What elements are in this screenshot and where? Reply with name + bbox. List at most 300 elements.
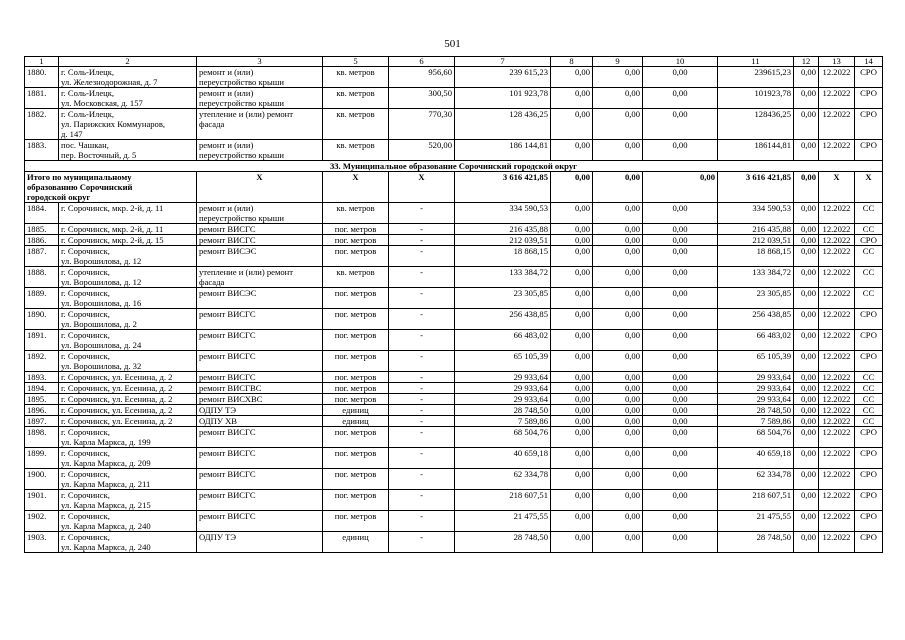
address-cell bbox=[59, 469, 197, 490]
value-cell: 0,00 bbox=[794, 224, 819, 235]
unit-cell: пог. метров bbox=[323, 235, 389, 246]
work-cell-line: ремонт ВИСГС bbox=[199, 330, 256, 340]
address-cell-line: г. Сорочинск, bbox=[61, 448, 110, 458]
value-cell: 0,00 bbox=[643, 469, 718, 490]
date-cell: 12.2022 bbox=[819, 203, 855, 224]
address-cell-line: г. Сорочинск, bbox=[61, 267, 110, 277]
value-cell: 0,00 bbox=[593, 203, 643, 224]
work-cell bbox=[197, 203, 323, 224]
unit-cell: кв. метров bbox=[323, 67, 389, 88]
total-cost-cell: 65 105,39 bbox=[455, 351, 551, 372]
table-row bbox=[25, 267, 883, 288]
work-cell-line: ремонт ВИСГС bbox=[199, 448, 256, 458]
value-cell: 0,00 bbox=[794, 67, 819, 88]
address-cell-line: ул. Ворошилова, д. 32 bbox=[61, 361, 142, 371]
address-cell-line: г. Соль-Илецк, bbox=[61, 67, 115, 77]
value-cell: 0,00 bbox=[551, 67, 593, 88]
qty-cell: - bbox=[389, 203, 455, 224]
address-cell bbox=[59, 383, 197, 394]
value-cell: 0,00 bbox=[794, 109, 819, 140]
source-cell: СРО bbox=[855, 490, 883, 511]
address-cell-line: ул. Ворошилова, д. 16 bbox=[61, 298, 142, 308]
date-cell: 12.2022 bbox=[819, 140, 855, 161]
value-cell: 0,00 bbox=[551, 235, 593, 246]
value-cell: 0,00 bbox=[643, 309, 718, 330]
address-cell bbox=[59, 267, 197, 288]
column-header: 3 bbox=[197, 57, 323, 67]
work-cell-line: ремонт и (или) bbox=[199, 67, 254, 77]
value-cell: 0,00 bbox=[551, 372, 593, 383]
address-cell-line: пос. Чашкан, bbox=[61, 140, 109, 150]
column-header: 7 bbox=[455, 57, 551, 67]
sum-cell: 7 589,86 bbox=[718, 416, 794, 427]
date-cell: 12.2022 bbox=[819, 427, 855, 448]
source-cell: СС bbox=[855, 416, 883, 427]
value-cell: 0,00 bbox=[643, 288, 718, 309]
value-cell: 0,00 bbox=[593, 172, 643, 203]
address-cell bbox=[59, 224, 197, 235]
sum-cell: 334 590,53 bbox=[718, 203, 794, 224]
address-cell-line: г. Соль-Илецк, bbox=[61, 88, 115, 98]
value-cell: 0,00 bbox=[794, 140, 819, 161]
source-cell: СС bbox=[855, 383, 883, 394]
work-cell-line: ремонт ВИСЭС bbox=[199, 246, 257, 256]
value-cell: 0,00 bbox=[794, 246, 819, 267]
column-header: 8 bbox=[551, 57, 593, 67]
table-row bbox=[25, 246, 883, 267]
work-cell-line: переустройство крыши bbox=[199, 77, 284, 87]
value-cell: 0,00 bbox=[593, 330, 643, 351]
date-cell: 12.2022 bbox=[819, 532, 855, 553]
address-cell-line: г. Сорочинск, мкр. 2-й, д. 15 bbox=[61, 235, 164, 245]
address-cell bbox=[59, 448, 197, 469]
total-cost-cell: 239 615,23 bbox=[455, 67, 551, 88]
source-cell: СС bbox=[855, 394, 883, 405]
value-cell: 0,00 bbox=[551, 140, 593, 161]
header-row bbox=[25, 57, 883, 67]
address-cell bbox=[59, 416, 197, 427]
date-cell: 12.2022 bbox=[819, 235, 855, 246]
total-cost-cell: 18 868,15 bbox=[455, 246, 551, 267]
address-cell-line: ул. Карла Маркса, д. 211 bbox=[61, 479, 151, 489]
date-cell: 12.2022 bbox=[819, 511, 855, 532]
value-cell: 0,00 bbox=[551, 330, 593, 351]
date-cell: 12.2022 bbox=[819, 490, 855, 511]
address-cell bbox=[59, 309, 197, 330]
sum-cell: 21 475,55 bbox=[718, 511, 794, 532]
address-cell-line: г. Соль-Илецк, bbox=[61, 109, 115, 119]
unit-cell: кв. метров bbox=[323, 109, 389, 140]
value-cell: 0,00 bbox=[551, 490, 593, 511]
table-row bbox=[25, 235, 883, 246]
date-cell: 12.2022 bbox=[819, 448, 855, 469]
value-cell: 0,00 bbox=[643, 88, 718, 109]
value-cell: 0,00 bbox=[593, 235, 643, 246]
work-cell-line: ремонт ВИСГС bbox=[199, 224, 256, 234]
work-cell bbox=[197, 235, 323, 246]
table-row bbox=[25, 532, 883, 553]
table-body bbox=[25, 67, 883, 553]
row-number: 1896. bbox=[25, 405, 59, 416]
table-row bbox=[25, 469, 883, 490]
work-cell bbox=[197, 416, 323, 427]
value-cell: 0,00 bbox=[551, 172, 593, 203]
work-cell bbox=[197, 532, 323, 553]
table-row bbox=[25, 140, 883, 161]
source-cell: СС bbox=[855, 203, 883, 224]
work-cell bbox=[197, 330, 323, 351]
value-cell: 0,00 bbox=[593, 309, 643, 330]
total-cost-cell: 29 933,64 bbox=[455, 372, 551, 383]
address-cell bbox=[59, 372, 197, 383]
address-cell-line: г. Сорочинск, ул. Есенина, д. 2 bbox=[61, 372, 173, 382]
value-cell: 0,00 bbox=[794, 511, 819, 532]
section-title: 33. Муниципальное образование Сорочинский городской округ bbox=[25, 161, 883, 172]
value-cell: 0,00 bbox=[794, 448, 819, 469]
work-cell-line: ремонт ВИСЭС bbox=[199, 288, 257, 298]
value-cell: 0,00 bbox=[794, 235, 819, 246]
value-cell: 0,00 bbox=[643, 372, 718, 383]
value-cell: 0,00 bbox=[593, 109, 643, 140]
value-cell: 0,00 bbox=[643, 224, 718, 235]
column-header: 5 bbox=[323, 57, 389, 67]
value-cell: 0,00 bbox=[593, 405, 643, 416]
work-cell-line: ремонт ВИСХВС bbox=[199, 394, 263, 404]
address-cell bbox=[59, 351, 197, 372]
address-cell-line: ул. Московская, д. 157 bbox=[61, 98, 143, 108]
value-cell: 0,00 bbox=[643, 532, 718, 553]
work-cell: X bbox=[197, 172, 323, 203]
total-label bbox=[25, 172, 197, 203]
work-cell bbox=[197, 109, 323, 140]
work-cell bbox=[197, 405, 323, 416]
sum-cell: 66 483,02 bbox=[718, 330, 794, 351]
unit-cell: пог. метров bbox=[323, 372, 389, 383]
work-cell-line: ремонт и (или) bbox=[199, 88, 254, 98]
work-cell-line: ОДПУ ТЭ bbox=[199, 405, 237, 415]
address-cell-line: г. Сорочинск, ул. Есенина, д. 2 bbox=[61, 405, 173, 415]
work-cell-line: ремонт ВИСГС bbox=[199, 351, 256, 361]
address-cell bbox=[59, 246, 197, 267]
total-cost-cell: 3 616 421,85 bbox=[455, 172, 551, 203]
work-cell-line: ремонт ВИСГС bbox=[199, 427, 256, 437]
qty-cell: - bbox=[389, 490, 455, 511]
row-number: 1890. bbox=[25, 309, 59, 330]
value-cell: 0,00 bbox=[643, 490, 718, 511]
date-cell: 12.2022 bbox=[819, 224, 855, 235]
value-cell: 0,00 bbox=[794, 416, 819, 427]
table-row bbox=[25, 309, 883, 330]
row-number: 1885. bbox=[25, 224, 59, 235]
work-cell bbox=[197, 88, 323, 109]
address-cell-line: ул. Ворошилова, д. 12 bbox=[61, 256, 142, 266]
row-number: 1881. bbox=[25, 88, 59, 109]
value-cell: 0,00 bbox=[643, 383, 718, 394]
sum-cell: 3 616 421,85 bbox=[718, 172, 794, 203]
total-cost-cell: 40 659,18 bbox=[455, 448, 551, 469]
work-cell-line: ремонт ВИСГС bbox=[199, 372, 256, 382]
unit-cell: пог. метров bbox=[323, 394, 389, 405]
work-cell bbox=[197, 267, 323, 288]
value-cell: 0,00 bbox=[593, 372, 643, 383]
total-cost-cell: 62 334,78 bbox=[455, 469, 551, 490]
total-row bbox=[25, 172, 883, 203]
total-cost-cell: 186 144,81 bbox=[455, 140, 551, 161]
row-number: 1889. bbox=[25, 288, 59, 309]
value-cell: 0,00 bbox=[794, 172, 819, 203]
date-cell: 12.2022 bbox=[819, 351, 855, 372]
address-cell bbox=[59, 490, 197, 511]
value-cell: 0,00 bbox=[593, 88, 643, 109]
total-cost-cell: 29 933,64 bbox=[455, 394, 551, 405]
unit-cell: кв. метров bbox=[323, 203, 389, 224]
source-cell: СС bbox=[855, 288, 883, 309]
value-cell: 0,00 bbox=[643, 203, 718, 224]
row-number: 1886. bbox=[25, 235, 59, 246]
value-cell: 0,00 bbox=[794, 267, 819, 288]
work-cell-line: ОДПУ ХВ bbox=[199, 416, 238, 426]
value-cell: 0,00 bbox=[593, 427, 643, 448]
column-header: 11 bbox=[718, 57, 794, 67]
unit-cell: пог. метров bbox=[323, 330, 389, 351]
value-cell: 0,00 bbox=[593, 288, 643, 309]
value-cell: 0,00 bbox=[593, 490, 643, 511]
value-cell: 0,00 bbox=[643, 351, 718, 372]
sum-cell: 62 334,78 bbox=[718, 469, 794, 490]
address-cell-line: г. Сорочинск, bbox=[61, 427, 110, 437]
work-cell bbox=[197, 140, 323, 161]
value-cell: 0,00 bbox=[593, 140, 643, 161]
value-cell: 0,00 bbox=[794, 469, 819, 490]
column-header: 9 bbox=[593, 57, 643, 67]
value-cell: 0,00 bbox=[794, 394, 819, 405]
total-cost-cell: 212 039,51 bbox=[455, 235, 551, 246]
qty-cell: - bbox=[389, 416, 455, 427]
address-cell-line: г. Сорочинск, bbox=[61, 309, 110, 319]
value-cell: 0,00 bbox=[551, 394, 593, 405]
work-cell bbox=[197, 469, 323, 490]
sum-cell: 23 305,85 bbox=[718, 288, 794, 309]
column-header: 14 bbox=[855, 57, 883, 67]
value-cell: 0,00 bbox=[643, 67, 718, 88]
work-cell bbox=[197, 448, 323, 469]
table-row bbox=[25, 405, 883, 416]
total-label-line: образованию Сорочинский bbox=[27, 182, 133, 192]
table-row bbox=[25, 511, 883, 532]
qty-cell: - bbox=[389, 394, 455, 405]
table-row bbox=[25, 330, 883, 351]
value-cell: 0,00 bbox=[551, 448, 593, 469]
total-label-line: городской округ bbox=[27, 192, 91, 202]
total-cost-cell: 256 438,85 bbox=[455, 309, 551, 330]
sum-cell: 28 748,50 bbox=[718, 405, 794, 416]
row-number: 1884. bbox=[25, 203, 59, 224]
row-number: 1894. bbox=[25, 383, 59, 394]
address-cell bbox=[59, 511, 197, 532]
row-number: 1897. bbox=[25, 416, 59, 427]
address-cell-line: г. Сорочинск, bbox=[61, 469, 110, 479]
work-cell-line: фасада bbox=[199, 119, 225, 129]
value-cell: 0,00 bbox=[551, 427, 593, 448]
source-cell: СРО bbox=[855, 427, 883, 448]
unit-cell: пог. метров bbox=[323, 351, 389, 372]
sum-cell: 29 933,64 bbox=[718, 372, 794, 383]
value-cell: 0,00 bbox=[794, 351, 819, 372]
address-cell-line: пер. Восточный, д. 5 bbox=[61, 150, 137, 160]
address-cell-line: ул. Карла Маркса, д. 215 bbox=[61, 500, 151, 510]
total-cost-cell: 66 483,02 bbox=[455, 330, 551, 351]
table-row bbox=[25, 224, 883, 235]
value-cell: 0,00 bbox=[794, 372, 819, 383]
unit-cell: кв. метров bbox=[323, 88, 389, 109]
source-cell: СРО bbox=[855, 448, 883, 469]
unit-cell: X bbox=[323, 172, 389, 203]
value-cell: 0,00 bbox=[551, 246, 593, 267]
total-cost-cell: 334 590,53 bbox=[455, 203, 551, 224]
value-cell: 0,00 bbox=[794, 288, 819, 309]
unit-cell: пог. метров bbox=[323, 288, 389, 309]
address-cell-line: г. Сорочинск, bbox=[61, 288, 110, 298]
source-cell: СС bbox=[855, 224, 883, 235]
table-row bbox=[25, 88, 883, 109]
value-cell: 0,00 bbox=[551, 383, 593, 394]
row-number: 1891. bbox=[25, 330, 59, 351]
sum-cell: 212 039,51 bbox=[718, 235, 794, 246]
value-cell: 0,00 bbox=[643, 511, 718, 532]
value-cell: 0,00 bbox=[551, 109, 593, 140]
source-cell: СС bbox=[855, 246, 883, 267]
value-cell: 0,00 bbox=[593, 383, 643, 394]
address-cell bbox=[59, 288, 197, 309]
qty-cell: - bbox=[389, 267, 455, 288]
qty-cell: - bbox=[389, 235, 455, 246]
total-cost-cell: 28 748,50 bbox=[455, 405, 551, 416]
sum-cell: 218 607,51 bbox=[718, 490, 794, 511]
qty-cell: 520,00 bbox=[389, 140, 455, 161]
source-cell: СРО bbox=[855, 140, 883, 161]
source-cell: СС bbox=[855, 405, 883, 416]
address-cell bbox=[59, 88, 197, 109]
work-cell bbox=[197, 224, 323, 235]
date-cell: 12.2022 bbox=[819, 309, 855, 330]
address-cell-line: ул. Карла Маркса, д. 209 bbox=[61, 458, 151, 468]
column-header: 13 bbox=[819, 57, 855, 67]
value-cell: 0,00 bbox=[551, 469, 593, 490]
sum-cell: 40 659,18 bbox=[718, 448, 794, 469]
unit-cell: единиц bbox=[323, 405, 389, 416]
source-cell: СРО bbox=[855, 351, 883, 372]
work-cell-line: переустройство крыши bbox=[199, 150, 284, 160]
work-cell-line: фасада bbox=[199, 277, 225, 287]
work-cell bbox=[197, 394, 323, 405]
unit-cell: пог. метров bbox=[323, 224, 389, 235]
qty-cell: 770,30 bbox=[389, 109, 455, 140]
value-cell: 0,00 bbox=[593, 469, 643, 490]
value-cell: 0,00 bbox=[551, 309, 593, 330]
source-cell: СРО bbox=[855, 532, 883, 553]
address-cell-line: ул. Ворошилова, д. 24 bbox=[61, 340, 142, 350]
sum-cell: 65 105,39 bbox=[718, 351, 794, 372]
source-cell: X bbox=[855, 172, 883, 203]
value-cell: 0,00 bbox=[593, 224, 643, 235]
qty-cell: - bbox=[389, 427, 455, 448]
work-cell bbox=[197, 427, 323, 448]
value-cell: 0,00 bbox=[794, 88, 819, 109]
value-cell: 0,00 bbox=[551, 532, 593, 553]
value-cell: 0,00 bbox=[643, 109, 718, 140]
unit-cell: пог. метров bbox=[323, 246, 389, 267]
value-cell: 0,00 bbox=[551, 224, 593, 235]
address-cell bbox=[59, 427, 197, 448]
unit-cell: пог. метров bbox=[323, 309, 389, 330]
value-cell: 0,00 bbox=[643, 330, 718, 351]
value-cell: 0,00 bbox=[593, 246, 643, 267]
work-cell bbox=[197, 246, 323, 267]
work-cell bbox=[197, 288, 323, 309]
total-cost-cell: 218 607,51 bbox=[455, 490, 551, 511]
source-cell: СРО bbox=[855, 469, 883, 490]
value-cell: 0,00 bbox=[551, 288, 593, 309]
work-cell-line: ОДПУ ТЭ bbox=[199, 532, 237, 542]
column-header: 10 bbox=[643, 57, 718, 67]
unit-cell: единиц bbox=[323, 532, 389, 553]
value-cell: 0,00 bbox=[593, 416, 643, 427]
address-cell bbox=[59, 532, 197, 553]
row-number: 1893. bbox=[25, 372, 59, 383]
table-row bbox=[25, 448, 883, 469]
qty-cell: - bbox=[389, 532, 455, 553]
date-cell: 12.2022 bbox=[819, 469, 855, 490]
row-number: 1882. bbox=[25, 109, 59, 140]
value-cell: 0,00 bbox=[551, 203, 593, 224]
qty-cell: - bbox=[389, 405, 455, 416]
work-cell-line: утепление и (или) ремонт bbox=[199, 267, 294, 277]
date-cell: 12.2022 bbox=[819, 88, 855, 109]
address-cell bbox=[59, 405, 197, 416]
value-cell: 0,00 bbox=[643, 427, 718, 448]
row-number: 1900. bbox=[25, 469, 59, 490]
value-cell: 0,00 bbox=[643, 405, 718, 416]
sum-cell: 29 933,64 bbox=[718, 383, 794, 394]
sum-cell: 18 868,15 bbox=[718, 246, 794, 267]
sum-cell: 128436,25 bbox=[718, 109, 794, 140]
qty-cell: - bbox=[389, 309, 455, 330]
sum-cell: 28 748,50 bbox=[718, 532, 794, 553]
row-number: 1887. bbox=[25, 246, 59, 267]
address-cell bbox=[59, 109, 197, 140]
total-label-line: Итого по муниципальному bbox=[27, 172, 132, 182]
qty-cell: - bbox=[389, 330, 455, 351]
source-cell: СРО bbox=[855, 235, 883, 246]
address-cell-line: ул. Карла Маркса, д. 199 bbox=[61, 437, 151, 447]
row-number: 1901. bbox=[25, 490, 59, 511]
work-cell bbox=[197, 351, 323, 372]
page-number: 501 bbox=[444, 38, 461, 50]
value-cell: 0,00 bbox=[643, 416, 718, 427]
work-cell-line: ремонт ВИСГС bbox=[199, 309, 256, 319]
value-cell: 0,00 bbox=[593, 511, 643, 532]
address-cell bbox=[59, 67, 197, 88]
source-cell: СРО bbox=[855, 109, 883, 140]
address-cell-line: г. Сорочинск, ул. Есенина, д. 2 bbox=[61, 394, 173, 404]
work-cell bbox=[197, 67, 323, 88]
unit-cell: кв. метров bbox=[323, 267, 389, 288]
work-cell-line: ремонт ВИСГС bbox=[199, 469, 256, 479]
total-cost-cell: 68 504,76 bbox=[455, 427, 551, 448]
value-cell: 0,00 bbox=[551, 351, 593, 372]
date-cell: 12.2022 bbox=[819, 288, 855, 309]
table-row bbox=[25, 416, 883, 427]
